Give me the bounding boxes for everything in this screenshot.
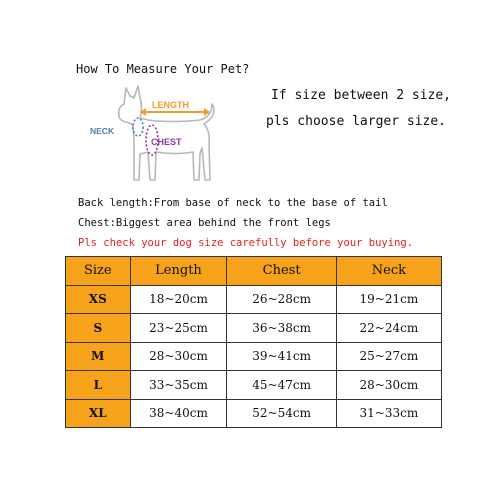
length-cell: 18~20cm xyxy=(130,285,227,314)
table-row xyxy=(66,399,442,428)
size-cell: L xyxy=(66,371,131,400)
chest-cell: 36~38cm xyxy=(227,314,336,343)
header-length: Length xyxy=(130,257,227,286)
chest-cell: 39~41cm xyxy=(227,342,336,371)
header-chest: Chest xyxy=(227,257,336,286)
header-size: Size xyxy=(66,257,131,286)
size-cell: S xyxy=(66,314,131,343)
size-chart-table xyxy=(65,256,442,428)
table-row xyxy=(66,371,442,400)
length-cell: 38~40cm xyxy=(130,399,227,428)
neck-cell: 25~27cm xyxy=(336,342,441,371)
chest-label: CHEST xyxy=(151,137,182,147)
header-neck: Neck xyxy=(336,257,441,286)
neck-cell: 22~24cm xyxy=(336,314,441,343)
back-length-description: Back length:From base of neck to the base of tail xyxy=(78,197,388,209)
table-row xyxy=(66,314,442,343)
length-cell: 33~35cm xyxy=(130,371,227,400)
table-row xyxy=(66,285,442,314)
dog-measurement-diagram xyxy=(88,82,228,194)
length-label: LENGTH xyxy=(152,100,189,110)
chest-description: Chest:Biggest area behind the front legs xyxy=(78,217,331,229)
length-cell: 28~30cm xyxy=(130,342,227,371)
table-header-row xyxy=(66,257,442,286)
table-row xyxy=(66,342,442,371)
size-cell: XS xyxy=(66,285,131,314)
size-note-line1: If size between 2 size, xyxy=(271,88,452,103)
neck-cell: 19~21cm xyxy=(336,285,441,314)
chest-cell: 26~28cm xyxy=(227,285,336,314)
size-note-line2: pls choose larger size. xyxy=(266,114,447,129)
chest-cell: 45~47cm xyxy=(227,371,336,400)
chest-cell: 52~54cm xyxy=(227,399,336,428)
neck-label: NECK xyxy=(90,126,115,136)
neck-cell: 31~33cm xyxy=(336,399,441,428)
neck-cell: 28~30cm xyxy=(336,371,441,400)
size-warning: Pls check your dog size carefully before your buying. xyxy=(78,237,414,249)
size-cell: M xyxy=(66,342,131,371)
page-title: How To Measure Your Pet? xyxy=(76,62,250,76)
size-cell: XL xyxy=(66,399,131,428)
length-cell: 23~25cm xyxy=(130,314,227,343)
